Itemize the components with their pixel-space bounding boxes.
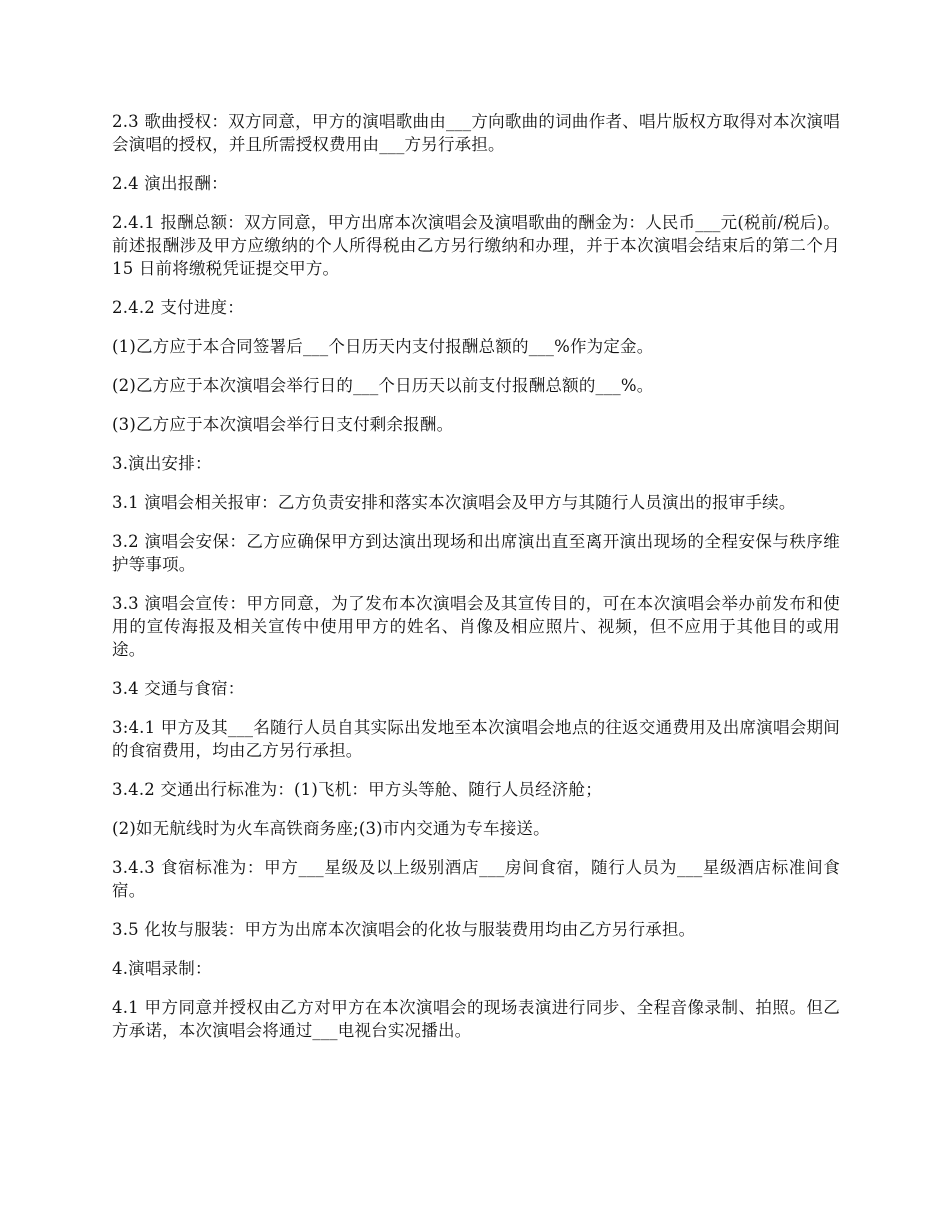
clause-3-4-2-transport-standard-cont: (2)如无航线时为火车高铁商务座;(3)市内交通为专车接送。 (112, 819, 550, 838)
clause-3-3-publicity: 3.3 演唱会宣传：甲方同意，为了发布本次演唱会及其宣传目的，可在本次演唱会举办前发布和使用的宣传海报及相关宣传中使用甲方的姓名、肖像及相应照片、视频，但不应用于其他目的或用途。 (112, 594, 840, 659)
clause-2-4-1-total-fee: 2.4.1 报酬总额：双方同意，甲方出席本次演唱会及演唱歌曲的酬金为：人民币___元(税前/税后)。前述报酬涉及甲方应缴纳的个人所得税由乙方另行缴纳和办理，并于本次演唱会结束后的第二个月 15 日前将缴税凭证提交甲方。 (112, 213, 840, 278)
clause-3-4-1-travel-costs: 3:4.1 甲方及其___名随行人员自其实际出发地至本次演唱会地点的往返交通费用及出席演唱会期间的食宿费用，均由乙方另行承担。 (112, 718, 840, 760)
heading-4-recording: 4.演唱录制： (112, 959, 212, 978)
clause-3-5-makeup-costume: 3.5 化妆与服装：甲方为出席本次演唱会的化妆与服装费用均由乙方另行承担。 (112, 920, 696, 939)
clause-2-3-song-authorization: 2.3 歌曲授权：双方同意，甲方的演唱歌曲由___方向歌曲的词曲作者、唱片版权方取得对本次演唱会演唱的授权，并且所需授权费用由___方另行承担。 (112, 112, 840, 154)
heading-2-4-2-payment-schedule: 2.4.2 支付进度： (112, 298, 244, 317)
clause-4-1-recording-authorization: 4.1 甲方同意并授权由乙方对甲方在本次演唱会的现场表演进行同步、全程音像录制、拍照。但乙方承诺，本次演唱会将通过___电视台实况播出。 (112, 998, 840, 1040)
payment-item-3: (3)乙方应于本次演唱会举行日支付剩余报酬。 (112, 415, 454, 434)
heading-3-performance-arrangement: 3.演出安排： (112, 454, 212, 473)
payment-item-1: (1)乙方应于本合同签署后___个日历天内支付报酬总额的___%作为定金。 (112, 337, 654, 356)
clause-3-4-3-lodging-standard: 3.4.3 食宿标准为：甲方___星级及以上级别酒店___房间食宿，随行人员为___星级酒店标准间食宿。 (112, 858, 840, 900)
clause-3-1-approval: 3.1 演唱会相关报审：乙方负责安排和落实本次演唱会及甲方与其随行人员演出的报审手续。 (112, 493, 796, 512)
heading-2-4-performance-fee: 2.4 演出报酬： (112, 174, 228, 193)
clause-3-2-security: 3.2 演唱会安保：乙方应确保甲方到达演出现场和出席演出直至离开演出现场的全程安保与秩序维护等事项。 (112, 532, 840, 574)
payment-item-2: (2)乙方应于本次演唱会举行日的___个日历天以前支付报酬总额的___%。 (112, 376, 654, 395)
clause-3-4-2-transport-standard: 3.4.2 交通出行标准为：(1)飞机：甲方头等舱、随行人员经济舱； (112, 780, 602, 799)
heading-3-4-transport-lodging: 3.4 交通与食宿： (112, 679, 245, 698)
document-page (112, 110, 840, 1058)
